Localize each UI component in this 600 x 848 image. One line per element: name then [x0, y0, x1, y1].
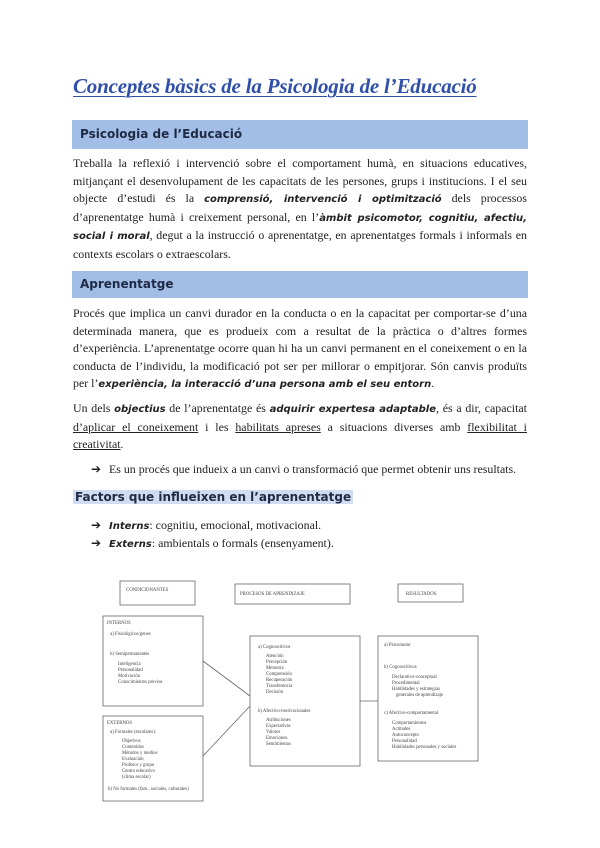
- arrow-icon: ➔: [91, 518, 101, 532]
- internos-label: INTERNOS: [107, 621, 131, 626]
- connector-line: [203, 661, 250, 696]
- highlight-text: objectius: [114, 404, 166, 415]
- text-span: de l’aprenentatge és: [165, 401, 270, 415]
- list-item: Actitudes: [392, 727, 411, 732]
- list-item: Contenidos: [122, 745, 144, 750]
- header-box-condicionantes: [120, 581, 195, 605]
- highlight-text: Interns: [109, 521, 150, 532]
- list-item: Atención: [266, 654, 284, 659]
- list-item: Inteligencia: [118, 662, 141, 667]
- list-item: Personalidad: [392, 739, 417, 744]
- list-item: Memoria: [266, 666, 284, 671]
- list-item: Personalidad: [118, 668, 143, 673]
- list-item: Procedimental: [392, 681, 420, 686]
- formales-label: a) Formales (escolares):: [110, 730, 157, 735]
- highlight-text: experiència, la interacció d’una persona amb el seu entorn: [98, 379, 432, 391]
- header-resultados: RESULTADOS: [406, 592, 437, 597]
- underlined-text: d’aplicar el coneixement: [73, 419, 199, 434]
- bullet-item: [91, 462, 516, 477]
- internos-box: [103, 616, 203, 706]
- list-item: (clima escolar): [122, 775, 151, 780]
- externos-label: EXTERNOS: [107, 721, 133, 726]
- list-item: Comportamientos: [392, 721, 427, 726]
- highlight-text: adquirir expertesa adaptable: [269, 404, 437, 415]
- list-item: Decisión: [266, 690, 284, 695]
- cognoscitivos-label: a) Cognoscitivos: [258, 645, 291, 650]
- section-heading-psicologia: [72, 120, 528, 149]
- res-cognoscitivos-label: b) Cognoscitivos: [384, 665, 417, 670]
- list-item: Sentimientos: [266, 742, 292, 747]
- list-item: Autoconcepto: [392, 733, 419, 738]
- text-span: Procés que implica un canvi durador en la conducta o en la capacitat per comportar-se d’una determinada manera, que es produeix com a resultat de la pràctica o d’altres formes d’experiència. L’aprenentatge ocorre quan hi ha un canvi permanent en el coneixement o en la conducta de l’individu, la modificació pot ser per millorar o empitjorar. Són canvis produïts per l’: [73, 306, 527, 391]
- list-item: Comprensión: [266, 672, 292, 677]
- section-heading-label: Psicologia de l’Educació: [80, 127, 243, 141]
- text-span: , és a dir, capacitat: [436, 401, 527, 415]
- page-title: Conceptes bàsics de la Psicologia de l’Educació: [73, 74, 477, 98]
- list-item: Conocimientos previos: [118, 680, 163, 685]
- header-procesos: PROCESOS DE APRENDIZAJE: [240, 592, 305, 597]
- list-item: Habilidades y estrategias: [392, 687, 440, 692]
- text-span: i les: [198, 419, 236, 434]
- header-condicionantes: CONDICIONANTES: [126, 588, 169, 593]
- list-item: Percepción: [266, 660, 288, 665]
- list-item: Objetivos: [122, 739, 141, 744]
- highlight-text: Externs: [109, 539, 152, 550]
- factors-heading: [73, 490, 353, 504]
- paragraph-objectius: [73, 400, 527, 454]
- bullet-text: Es un procés que indueix a un canvi o transformació que permet obtenir uns resultats.: [109, 462, 517, 476]
- section-heading-aprenentatge: [72, 271, 528, 298]
- list-item: Motivación: [118, 674, 141, 679]
- section-heading-label: Aprenentatge: [80, 277, 174, 291]
- list-item: Atribuciones: [266, 718, 291, 723]
- list-item: Profesor y grupo: [122, 763, 155, 768]
- semipermanentes-label: b) Semipermanentes: [110, 652, 150, 657]
- afectivo-label: b) Afectivo-motivacionales: [258, 709, 311, 714]
- list-item: Declarativo-conceptual: [392, 675, 437, 680]
- arrow-icon: ➔: [91, 536, 101, 550]
- text-span: Un dels: [73, 401, 115, 415]
- list-item: Métodos y medios: [122, 751, 158, 756]
- text-span: , degut a la instrucció o aprenentatge, en aprenentatges formals i informals en contexts escolars o extraescolars.: [73, 228, 527, 261]
- text-span: dels processos d’aprenentatge humà i creixement personal, en l’: [73, 191, 527, 224]
- text-span: a situacions diverses amb: [320, 419, 468, 434]
- list-item: Valores: [266, 730, 281, 735]
- fisiologicos-label: a) Fisiológicos/genes: [110, 632, 151, 637]
- bullet-text: : ambientals o formals (ensenyament).: [151, 536, 334, 550]
- list-item: generales de aprendizaje: [396, 693, 444, 698]
- list-item: Recuperación: [266, 678, 293, 683]
- underlined-text: flexibilitat i creativitat: [73, 419, 527, 452]
- list-item: Habilidades personales y sociales: [392, 745, 457, 750]
- bullet-item-externs: [91, 536, 334, 551]
- learning-process-diagram: [100, 576, 500, 804]
- text-span: .: [431, 376, 435, 391]
- psicomotor-label: a) Psicomotor: [384, 643, 411, 648]
- list-item: Transferencia: [266, 684, 293, 689]
- list-item: Expectativas: [266, 724, 291, 729]
- list-item: Emociones: [266, 736, 288, 741]
- text-span: .: [120, 437, 124, 452]
- highlight-text: comprensió, intervenció i optimització: [204, 194, 442, 206]
- text-span: Treballa la reflexió i intervenció sobre el comportament humà, en situacions educatives, mitjançant el desenvolupament de les capacitats de les persones, grups i institucions. I el seu objecte d’estudi és la: [73, 156, 527, 206]
- paragraph-aprenentatge: [73, 305, 527, 394]
- connector-line: [203, 706, 250, 756]
- bullet-item-interns: [91, 518, 321, 533]
- no-formales-label: b) No formales (fam., sociales, culturales): [108, 787, 189, 792]
- arrow-icon: ➔: [91, 462, 101, 476]
- highlight-text: àmbit psicomotor, cognitiu, afectiu, social i moral: [73, 212, 527, 243]
- bullet-text: : cognitiu, emocional, motivacional.: [149, 518, 322, 532]
- underlined-text: habilitats apreses: [235, 419, 321, 434]
- list-item: Centro educativo: [122, 769, 155, 774]
- paragraph-psicologia: [73, 155, 527, 264]
- factors-heading-label: Factors que influeixen en l’aprenentatge: [75, 490, 352, 504]
- list-item: Evaluación: [122, 757, 144, 762]
- res-afectivo-label: c) Afectivo-comportamental: [384, 711, 439, 716]
